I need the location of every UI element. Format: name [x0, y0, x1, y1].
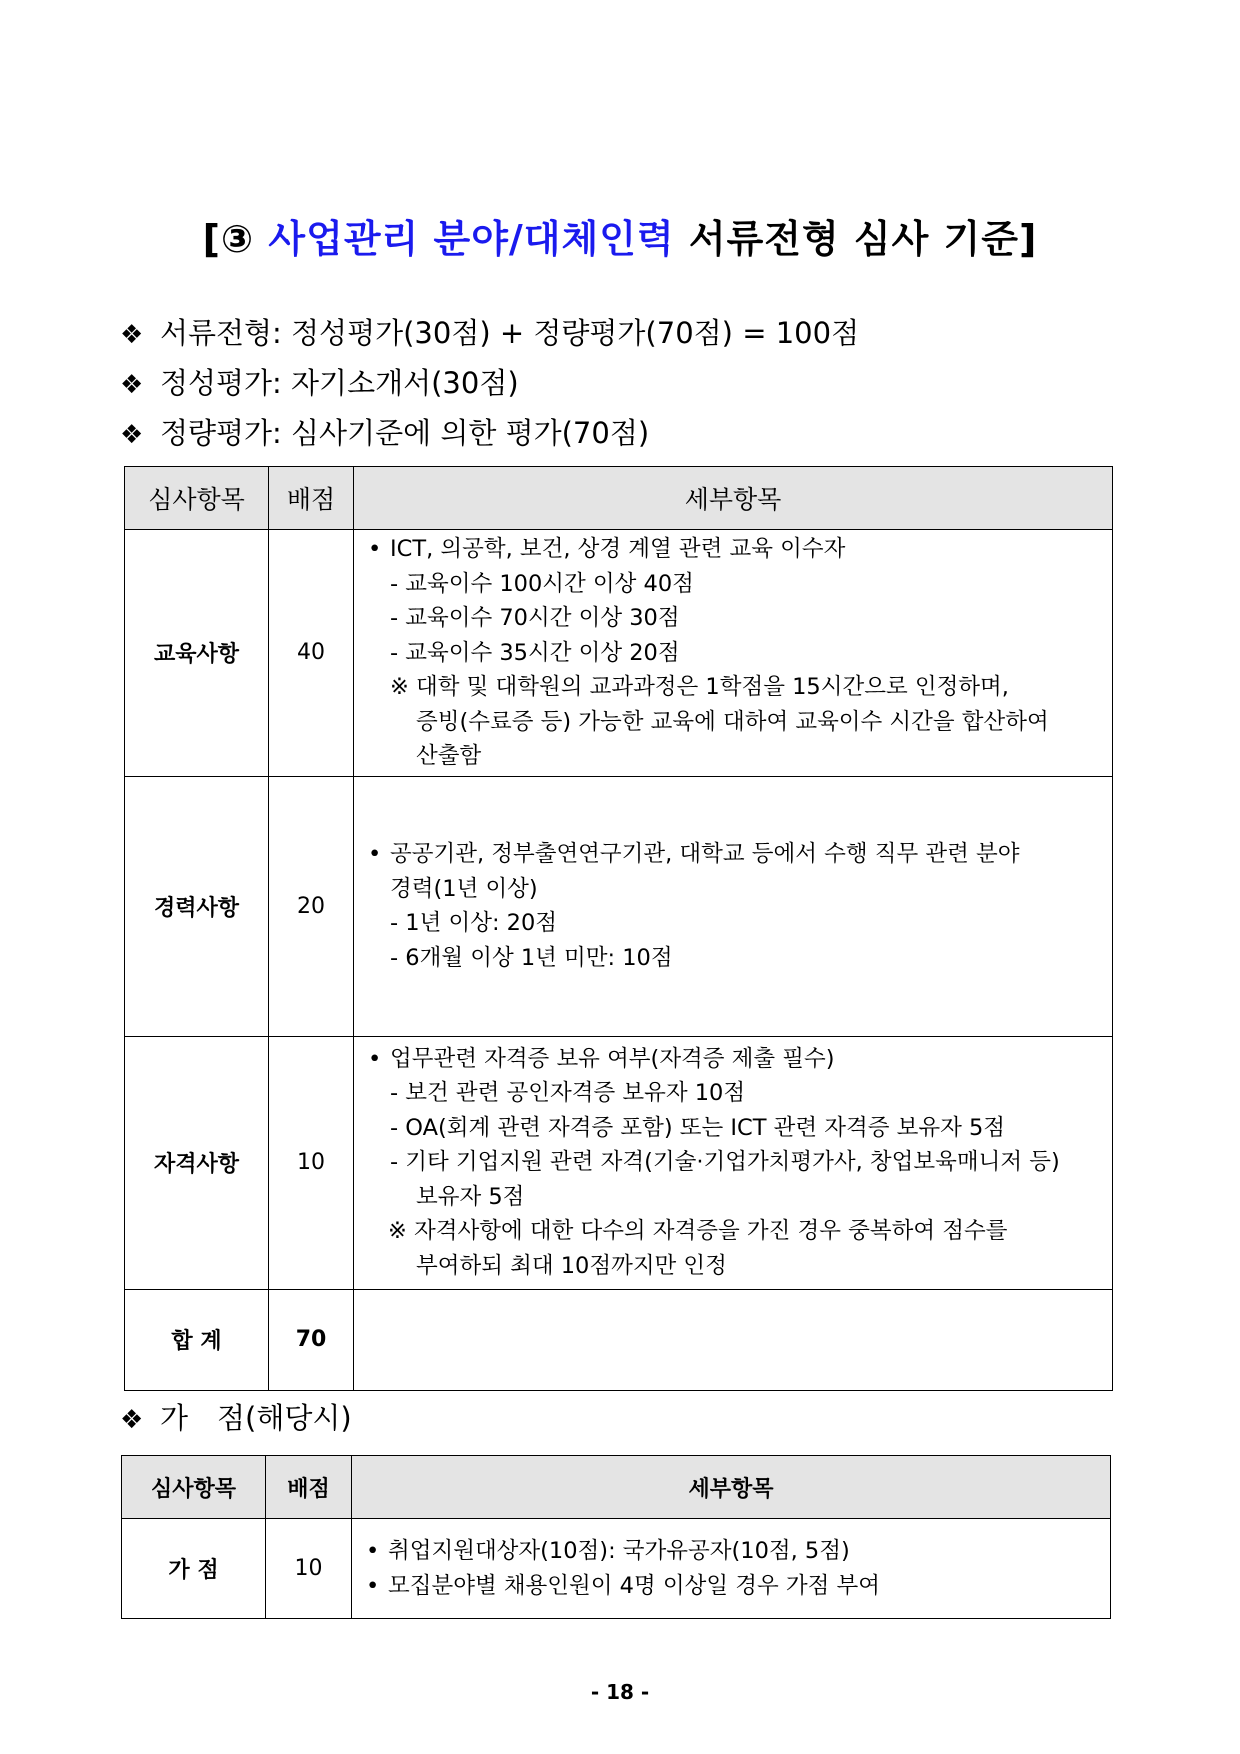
details-cell [354, 776, 1113, 1036]
detail-line: 경력(1년 이상) [390, 875, 538, 902]
detail-line: - 1년 이상: 20점 [390, 910, 558, 936]
score-cell: 40 [269, 530, 354, 777]
detail-note: 산출함 [416, 743, 482, 769]
table-row-certification [125, 1036, 1113, 1289]
detail-note: 증빙(수료증 등) 가능한 교육에 대하여 교육이수 시간을 합산하여 [416, 708, 1049, 735]
evaluation-criteria-table [124, 466, 1113, 1391]
detail-line: - 교육이수 35시간 이상 20점 [390, 639, 680, 666]
detail-line: • 모집분야별 채용인원이 4명 이상일 경우 가점 부여 [352, 1569, 1100, 1604]
diamond-bullet-icon: ❖ [120, 320, 144, 350]
page-number: - 18 - [590, 1680, 650, 1704]
table-row-education [125, 530, 1113, 777]
summary-bullets [120, 308, 859, 458]
summary-line-quantitative [120, 408, 859, 458]
total-score-cell: 70 [269, 1289, 354, 1390]
bonus-header-row [122, 1456, 1111, 1519]
category-cell: 교육사항 [125, 530, 269, 777]
header-category: 심사항목 [122, 1456, 266, 1519]
dot-bullet-icon: • [368, 1045, 382, 1072]
dot-bullet-icon: • [368, 841, 382, 867]
summary-text: 정성평가: 자기소개서(30점) [160, 366, 519, 400]
score-cell: 10 [266, 1519, 352, 1619]
bonus-points-table [121, 1455, 1111, 1619]
detail-line: • 공공기관, 정부출연연구기관, 대학교 등에서 수행 직무 관련 분야 [354, 837, 1102, 872]
detail-line: - 보건 관련 공인자격증 보유자 10점 [390, 1080, 746, 1107]
header-category: 심사항목 [125, 467, 269, 530]
detail-line: • ICT, 의공학, 보건, 상경 계열 관련 교육 이수자 [354, 532, 1102, 567]
score-cell: 20 [269, 776, 354, 1036]
header-score: 배점 [266, 1456, 352, 1519]
detail-line: 보유자 5점 [416, 1183, 525, 1210]
title-prefix: [③ [202, 217, 269, 261]
table-row-total [125, 1289, 1113, 1390]
dot-bullet-icon: • [366, 1572, 380, 1599]
total-label-cell: 합 계 [125, 1289, 269, 1390]
diamond-bullet-icon: ❖ [120, 370, 144, 400]
summary-text: 정량평가: 심사기준에 의한 평가(70점) [160, 416, 650, 450]
detail-note: 부여하되 최대 10점까지만 인정 [416, 1252, 727, 1279]
diamond-bullet-icon: ❖ [120, 1405, 144, 1435]
bonus-heading [120, 1393, 352, 1443]
title-highlight: 사업관리 분야/대체인력 [268, 217, 675, 261]
category-cell: 자격사항 [125, 1036, 269, 1289]
header-score: 배점 [269, 467, 354, 530]
detail-line: - 교육이수 100시간 이상 40점 [390, 570, 694, 597]
header-details: 세부항목 [352, 1456, 1111, 1519]
category-cell: 가 점 [122, 1519, 266, 1619]
summary-text: 서류전형: 정성평가(30점) + 정량평가(70점) = 100점 [160, 316, 860, 350]
detail-line: - 6개월 이상 1년 미만: 10점 [390, 944, 673, 971]
header-details: 세부항목 [354, 467, 1113, 530]
dot-bullet-icon: • [368, 536, 382, 562]
category-cell: 경력사항 [125, 776, 269, 1036]
score-cell: 10 [269, 1036, 354, 1289]
diamond-bullet-icon: ❖ [120, 420, 144, 450]
detail-line: - 교육이수 70시간 이상 30점 [390, 605, 680, 631]
detail-line: - 기타 기업지원 관련 자격(기술·기업가치평가사, 창업보육매니저 등) [390, 1149, 1060, 1176]
details-cell [354, 530, 1113, 777]
detail-line: • 업무관련 자격증 보유 여부(자격증 제출 필수) [354, 1042, 1102, 1077]
detail-line: • 취업지원대상자(10점): 국가유공자(10점, 5점) [352, 1534, 1100, 1569]
detail-note: ※ 대학 및 대학원의 교과과정은 1학점을 15시간으로 인정하며, [390, 674, 1009, 700]
total-details-cell [354, 1289, 1113, 1390]
title-suffix: 서류전형 심사 기준] [674, 217, 1038, 261]
bonus-heading-text: 가 점(해당시) [160, 1401, 352, 1435]
page-title [0, 208, 1240, 263]
table-row-experience [125, 776, 1113, 1036]
details-cell [352, 1519, 1111, 1619]
summary-line-qualitative [120, 358, 859, 408]
table-header-row [125, 467, 1113, 530]
details-cell [354, 1036, 1113, 1289]
dot-bullet-icon: • [366, 1538, 380, 1564]
summary-line-total [120, 308, 859, 358]
detail-line: - OA(회계 관련 자격증 포함) 또는 ICT 관련 자격증 보유자 5점 [390, 1114, 1006, 1141]
detail-note: ※ 자격사항에 대한 다수의 자격증을 가진 경우 중복하여 점수를 [388, 1218, 1008, 1245]
table-row-bonus [122, 1519, 1111, 1619]
